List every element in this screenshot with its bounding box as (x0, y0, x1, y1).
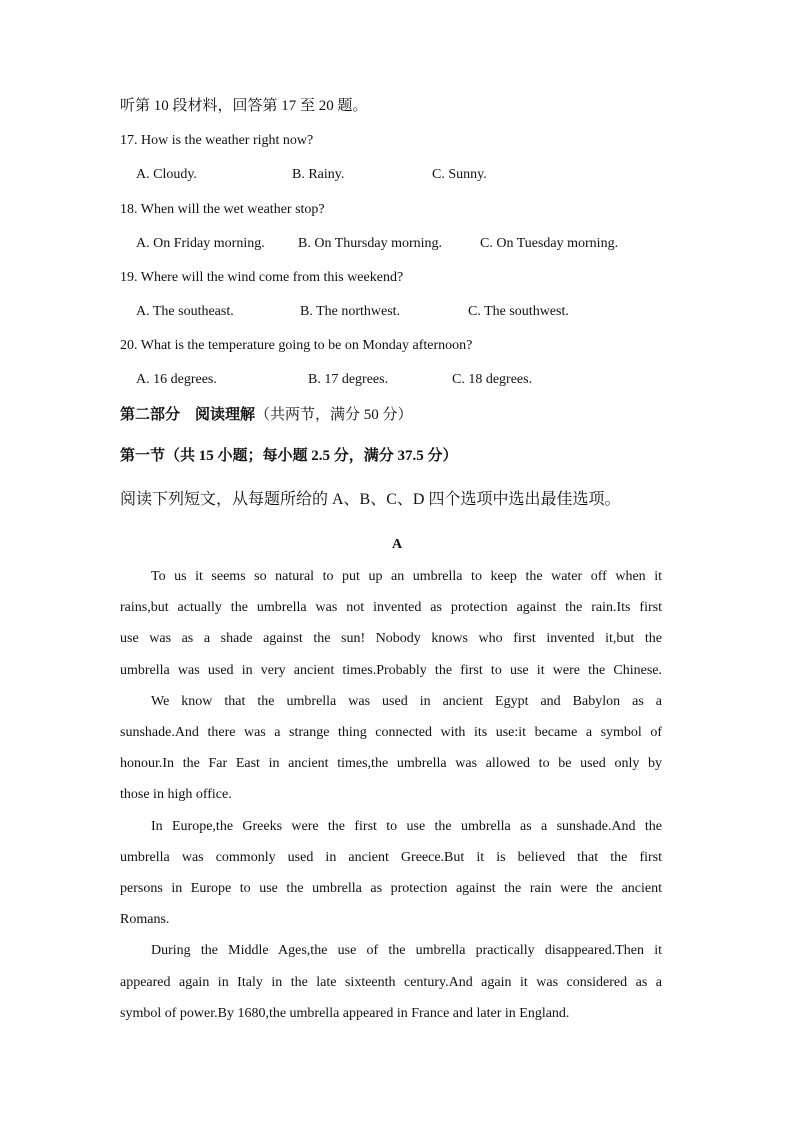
paragraph-line: those in high office. (120, 787, 232, 802)
reading-instruction: 阅读下列短文，从每题所给的 A、B、C、D 四个选项中选出最佳选项。 (120, 491, 621, 508)
paragraph-line: sunshade.And there was a strange thing connected with its use:it became a symbol of (120, 725, 662, 740)
question-18-option-b: B. On Thursday morning. (298, 236, 443, 251)
question-17-option-a: A. Cloudy. (136, 167, 197, 182)
question-20-stem: 20. What is the temperature going to be on Monday afternoon? (120, 338, 473, 353)
question-19-stem: 19. Where will the wind come from this weekend? (120, 270, 404, 285)
paragraph-line: umbrella was used in very ancient times.Probably the first to use it were the Chinese. (120, 663, 662, 678)
question-17-stem: 17. How is the weather right now? (120, 133, 314, 148)
question-20-option-b: B. 17 degrees. (308, 372, 389, 387)
paragraph-line: honour.In the Far East in ancient times,the umbrella was allowed to be used only by (120, 756, 662, 771)
part2-heading (120, 406, 413, 424)
part2-title-note: （共两节，满分 50 分） (255, 407, 413, 423)
question-18-option-c: C. On Tuesday morning. (480, 236, 619, 251)
paragraph-line: symbol of power.By 1680,the umbrella appeared in France and later in England. (120, 1006, 570, 1021)
paragraph-line: umbrella was commonly used in ancient Greece.But it is believed that the first (120, 850, 662, 865)
question-17-option-c: C. Sunny. (432, 167, 487, 182)
question-17-option-b: B. Rainy. (292, 167, 345, 182)
listening-section-intro: 听第 10 段材料，回答第 17 至 20 题。 (120, 98, 368, 114)
paragraph-line: use was as a shade against the sun! Nobody knows who first invented it,but the (120, 631, 662, 646)
question-18-option-a: A. On Friday morning. (136, 236, 265, 251)
paragraph-line: rains,but actually the umbrella was not invented as protection against the rain.Its first (120, 600, 662, 615)
paragraph-line: We know that the umbrella was used in ancient Egypt and Babylon as a (151, 694, 662, 709)
paragraph-line: Romans. (120, 912, 170, 927)
question-20-option-c: C. 18 degrees. (452, 372, 533, 387)
question-20-option-a: A. 16 degrees. (136, 372, 217, 387)
section1-heading: 第一节（共 15 小题；每小题 2.5 分，满分 37.5 分） (120, 448, 458, 464)
paragraph-line: persons in Europe to use the umbrella as protection against the rain were the ancient (120, 881, 662, 896)
question-19-option-c: C. The southwest. (468, 304, 569, 319)
question-18-stem: 18. When will the wet weather stop? (120, 202, 325, 217)
question-19-option-b: B. The northwest. (300, 304, 401, 319)
paragraph-line: To us it seems so natural to put up an umbrella to keep the water off when it (151, 569, 662, 584)
part2-title: 第二部分 阅读理解 (120, 407, 256, 423)
paragraph-line: appeared again in Italy in the late sixteenth century.And again it was considered as a (120, 975, 662, 990)
paragraph-line: In Europe,the Greeks were the first to use the umbrella as a sunshade.And the (151, 819, 662, 834)
passage-label: A (391, 537, 403, 552)
paragraph-line: During the Middle Ages,the use of the umbrella practically disappeared.Then it (151, 943, 662, 958)
question-19-option-a: A. The southeast. (136, 304, 234, 319)
